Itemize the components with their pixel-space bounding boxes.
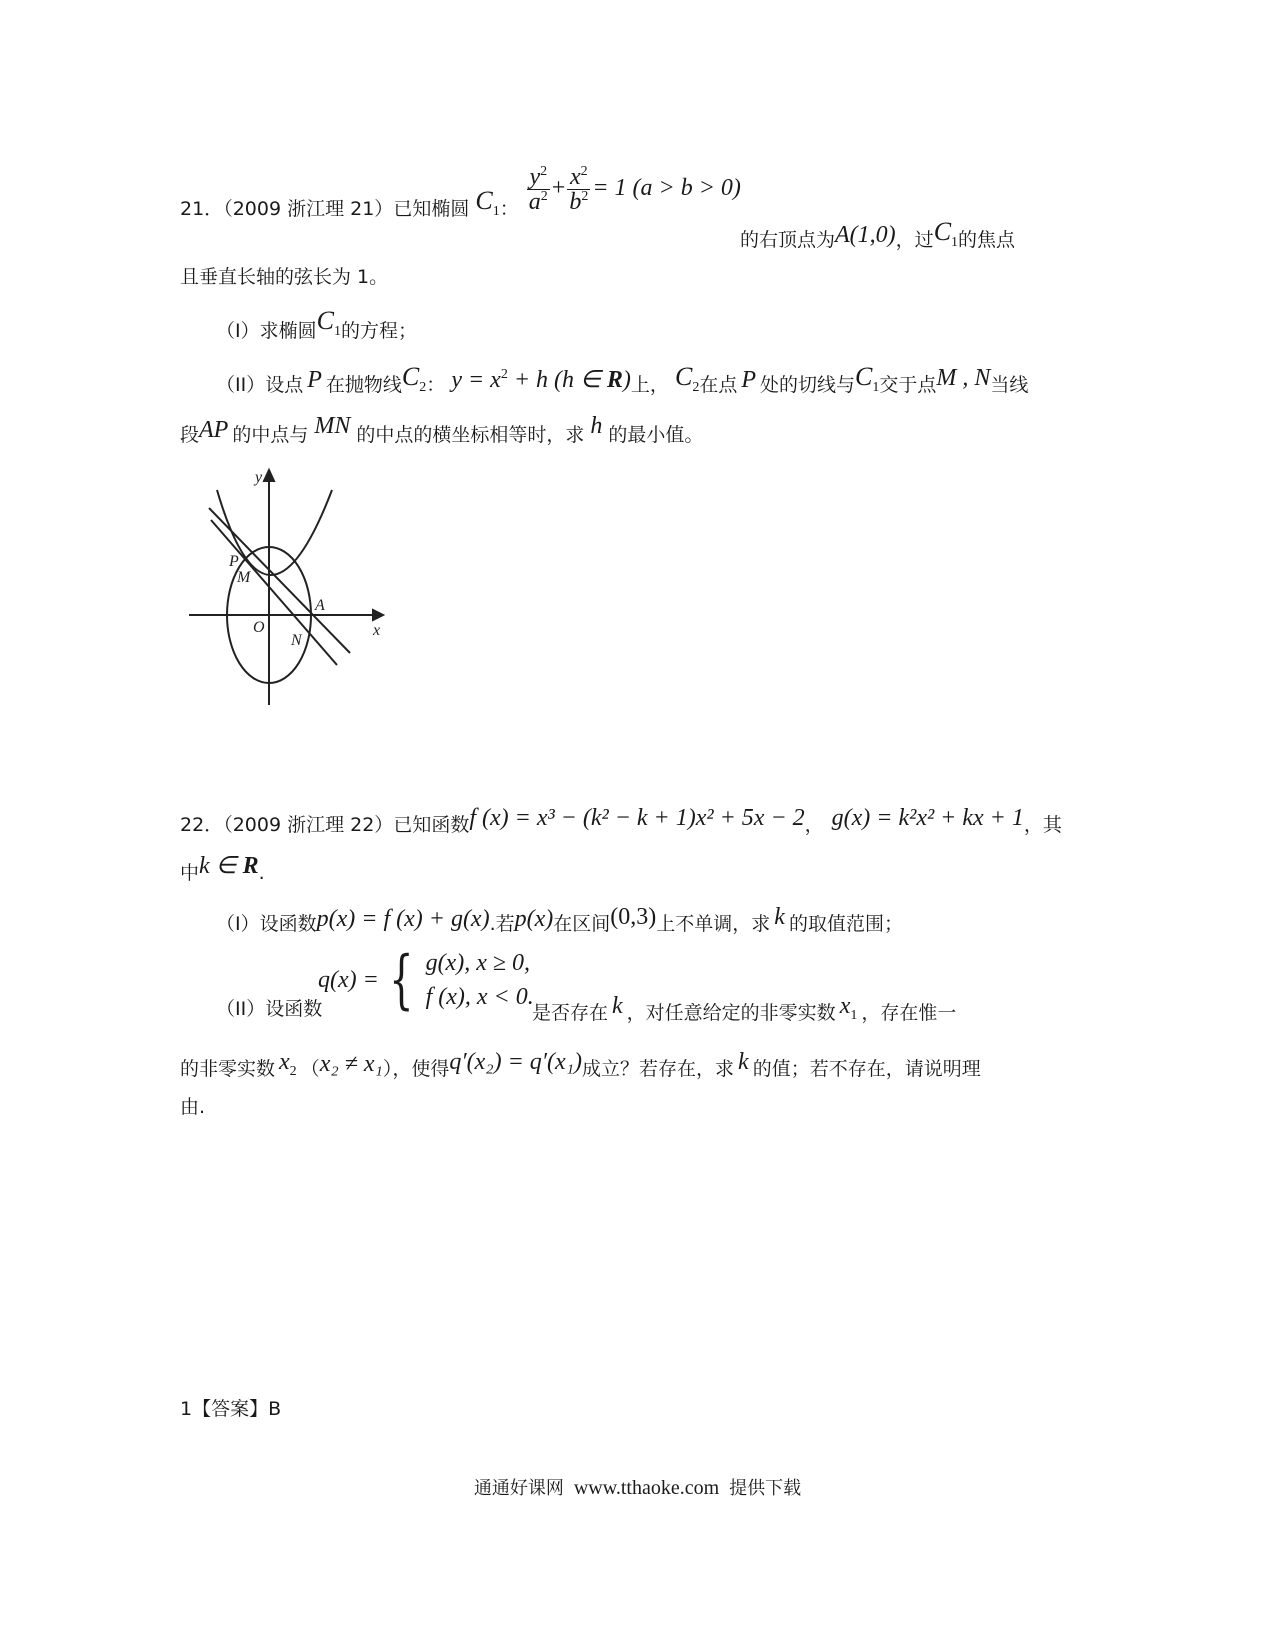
paren-close: ），使得: [382, 1058, 450, 1080]
footer-provide: 提供下载: [729, 1478, 802, 1499]
tangent-line-1: [209, 508, 350, 653]
footer: [0, 1474, 1275, 1500]
text-exists: 是否存在: [532, 1002, 609, 1024]
point-p: P: [307, 367, 322, 393]
ellipse-condition: = 1 (a > b > 0): [592, 175, 741, 201]
q22-source: （2009 浙江理 22）: [223, 814, 394, 836]
q-lhs: q(x) =: [318, 967, 379, 993]
part1-tail: 的方程；: [340, 320, 417, 342]
c1-symbol-2: $C_1$: [933, 217, 959, 251]
point-a: A(1,0): [835, 222, 896, 248]
label-m: M: [237, 569, 251, 586]
piecewise-q: [318, 943, 534, 1017]
text-mid-with: 的中点与: [232, 424, 309, 446]
variable-h: h: [590, 413, 603, 439]
text-through: ，过: [895, 229, 934, 251]
text-nonzero: 的非零实数: [180, 1058, 276, 1080]
q21-line-1: [180, 164, 741, 234]
colon-2: ：: [426, 374, 446, 396]
text-not-monotone: 上不单调，求: [656, 913, 771, 935]
frac-y2-a2: $\frac{y^2}{a^2}$: [528, 164, 548, 215]
segment-mn: MN: [314, 413, 351, 439]
text-focus: 的焦点: [958, 229, 1016, 251]
text-tangent: 处的切线与: [760, 374, 856, 396]
q21-text: 已知椭圆: [393, 198, 470, 220]
parabola-equation: $y = x^2 + h$ (h ∈ R): [451, 367, 631, 393]
q21-source: （2009 浙江理 21）: [223, 198, 394, 220]
q22-part-2-label: （II）设函数: [216, 998, 323, 1020]
plus-sign: +: [551, 175, 566, 201]
y-axis-arrow: [264, 470, 274, 481]
text-mid-equal: 的中点的横坐标相等时，求: [356, 424, 585, 446]
x2-neq-x1: x₂ ≠ x₁: [319, 1051, 383, 1077]
function-p: p(x) = f (x) + g(x): [316, 906, 490, 932]
case-1: g(x), x ≥ 0,: [425, 950, 531, 976]
text-up: 上，: [630, 374, 669, 396]
q22-part1-label: （I）设函数: [216, 913, 317, 935]
text-zhong: 中: [180, 862, 200, 884]
x1-symbol: $x_1$: [839, 993, 858, 1023]
px-symbol: p(x): [514, 906, 554, 932]
c1-symbol-3: $C_1$: [316, 306, 341, 340]
q21-line-2: 且垂直长轴的弦长为 1。: [180, 266, 389, 288]
footer-url[interactable]: www.tthaoke.com: [573, 1477, 720, 1499]
ellipse-parabola-figure: [187, 460, 392, 710]
text-range: 的取值范围；: [788, 913, 903, 935]
segment-ap: AP: [199, 417, 229, 443]
c2-symbol: $C_2$: [401, 362, 427, 396]
q21-number: 21．: [180, 198, 224, 220]
label-y: y: [255, 469, 263, 486]
interval-0-3: (0,3): [610, 904, 657, 930]
label-x: x: [373, 622, 381, 639]
text-if: .若: [489, 913, 515, 935]
footer-site-name: 通通好课网: [473, 1478, 564, 1499]
q22-part-2-tail: [532, 993, 957, 1029]
q21-part-2-line-2: [180, 413, 704, 446]
label-a: A: [315, 597, 325, 614]
label-origin: O: [253, 619, 265, 636]
part1-label: （I）求椭圆: [216, 320, 317, 342]
comma: ，: [804, 814, 824, 836]
variable-k-2: k: [612, 993, 623, 1019]
case-2: f (x), x < 0.: [425, 984, 534, 1010]
q22-line-2: [180, 853, 265, 884]
q22-line-1: [180, 805, 1062, 836]
point-p-2: P: [741, 367, 757, 393]
x2-symbol: $x_2$: [279, 1049, 297, 1079]
points-m-n: M , N: [936, 365, 991, 391]
c1-symbol: $C_1$: [475, 186, 500, 220]
q22-number: 22．: [180, 814, 224, 836]
paren-open: （: [300, 1058, 320, 1080]
frac-x2-b2: $\frac{x^2}{b^2}$: [569, 164, 589, 215]
variable-k-3: k: [738, 1049, 749, 1075]
text-intersect: 交于点: [879, 374, 937, 396]
text-where: ，其: [1023, 814, 1062, 836]
text-given: 已知函数: [393, 814, 470, 836]
function-g: g(x) = k²x² + kx + 1: [831, 805, 1024, 831]
text-on-parabola: 在抛物线: [325, 374, 402, 396]
period: .: [258, 862, 265, 884]
q22-part-2-line-2: [180, 1049, 981, 1085]
text-value: 的值；若不存在，请说明理: [752, 1058, 981, 1080]
label-n: N: [291, 632, 302, 649]
c1-symbol-4: $C_1$: [855, 362, 880, 396]
text-vertex: 的右顶点为: [740, 229, 836, 251]
x-axis-arrow: [373, 610, 383, 620]
variable-k: k: [774, 904, 785, 930]
text-min: 的最小值。: [608, 424, 704, 446]
q22-part-1: [216, 904, 903, 935]
colon: ：: [499, 198, 519, 220]
q21-part-2: [216, 362, 1029, 401]
k-in-r: k ∈ R: [199, 853, 259, 879]
answer-line: 1【答案】B: [180, 1398, 282, 1420]
derivative-equation: q′(x₂) = q′(x₁): [449, 1049, 583, 1075]
text-segment: 段: [180, 424, 200, 446]
text-when: 当线: [990, 374, 1029, 396]
q21-part-1: [216, 306, 417, 347]
function-f: f (x) = x³ − (k² − k + 1)x² + 5x − 2: [469, 805, 805, 831]
part2-label: （II）设点: [216, 374, 304, 396]
c2-symbol-2: $C_2$: [674, 362, 700, 396]
brace: {: [388, 943, 414, 1017]
text-at-point: 在点: [699, 374, 738, 396]
q21-line-1-tail: [740, 217, 1016, 256]
q22-line-last: 由.: [180, 1096, 206, 1118]
text-any: ，对任意给定的非零实数: [626, 1002, 836, 1024]
label-p: P: [229, 553, 239, 570]
text-holds: 成立？若存在，求: [582, 1058, 735, 1080]
text-unique: ，存在惟一: [861, 1002, 957, 1024]
text-interval: 在区间: [553, 913, 611, 935]
